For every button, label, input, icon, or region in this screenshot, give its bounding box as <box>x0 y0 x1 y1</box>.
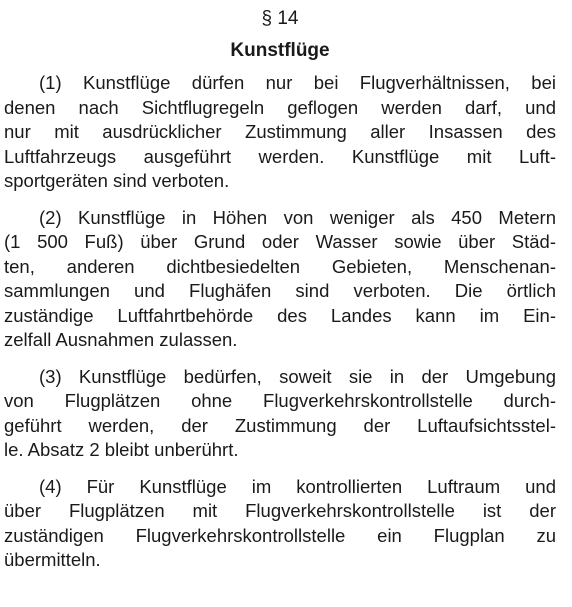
paragraph-line: denen nach Sichtflugregeln geflogen werden darf, und <box>4 96 556 118</box>
paragraph-line: sportgeräten sind verboten. <box>4 170 230 191</box>
paragraph-line: (4) Für Kunstflüge im kontrollierten Luftraum und <box>39 475 556 497</box>
paragraph-line: (1 500 Fuß) über Grund oder Wasser sowie über Städ- <box>4 231 556 252</box>
paragraph-line: (2) Kunstflüge in Höhen von weniger als 450 Metern <box>39 206 556 228</box>
paragraph-line: zuständige Luftfahrtbehörde des Landes kann im Ein- <box>4 304 556 326</box>
paragraph-1 <box>4 71 556 194</box>
section-number: § 14 <box>261 8 299 29</box>
paragraph-2 <box>4 206 556 353</box>
paragraph-line: zelfall Ausnahmen zulassen. <box>4 329 238 350</box>
paragraph-line: ten, anderen dichtbesiedelten Gebieten, Menschenan- <box>4 255 556 277</box>
paragraph-line: Luftfahrzeugs ausgeführt werden. Kunstflüge mit Luft- <box>4 145 556 167</box>
paragraph-4 <box>4 475 556 573</box>
paragraph-line: über Flugplätzen mit Flugverkehrskontrollstelle ist der <box>4 500 556 521</box>
paragraph-list <box>4 71 556 573</box>
paragraph-line: le. Absatz 2 bleibt unberührt. <box>4 439 239 460</box>
paragraph-line: übermitteln. <box>4 549 101 570</box>
paragraph-line: geführt werden, der Zustimmung der Luftaufsichtsstel- <box>4 414 556 436</box>
paragraph-3 <box>4 365 556 463</box>
paragraph-line: zuständigen Flugverkehrskontrollstelle ein Flugplan zu <box>4 524 556 546</box>
paragraph-line: (1) Kunstflüge dürfen nur bei Flugverhältnissen, bei <box>39 72 556 93</box>
paragraph-line: nur mit ausdrücklicher Zustimmung aller Insassen des <box>4 121 556 142</box>
paragraph-line: (3) Kunstflüge bedürfen, soweit sie in der Umgebung <box>39 365 556 387</box>
paragraph-line: sammlungen und Flughäfen sind verboten. Die örtlich <box>4 280 556 301</box>
section-title: Kunstflüge <box>230 40 330 61</box>
paragraph-line: von Flugplätzen ohne Flugverkehrskontrollstelle durch- <box>4 390 556 411</box>
document-page <box>4 0 556 585</box>
